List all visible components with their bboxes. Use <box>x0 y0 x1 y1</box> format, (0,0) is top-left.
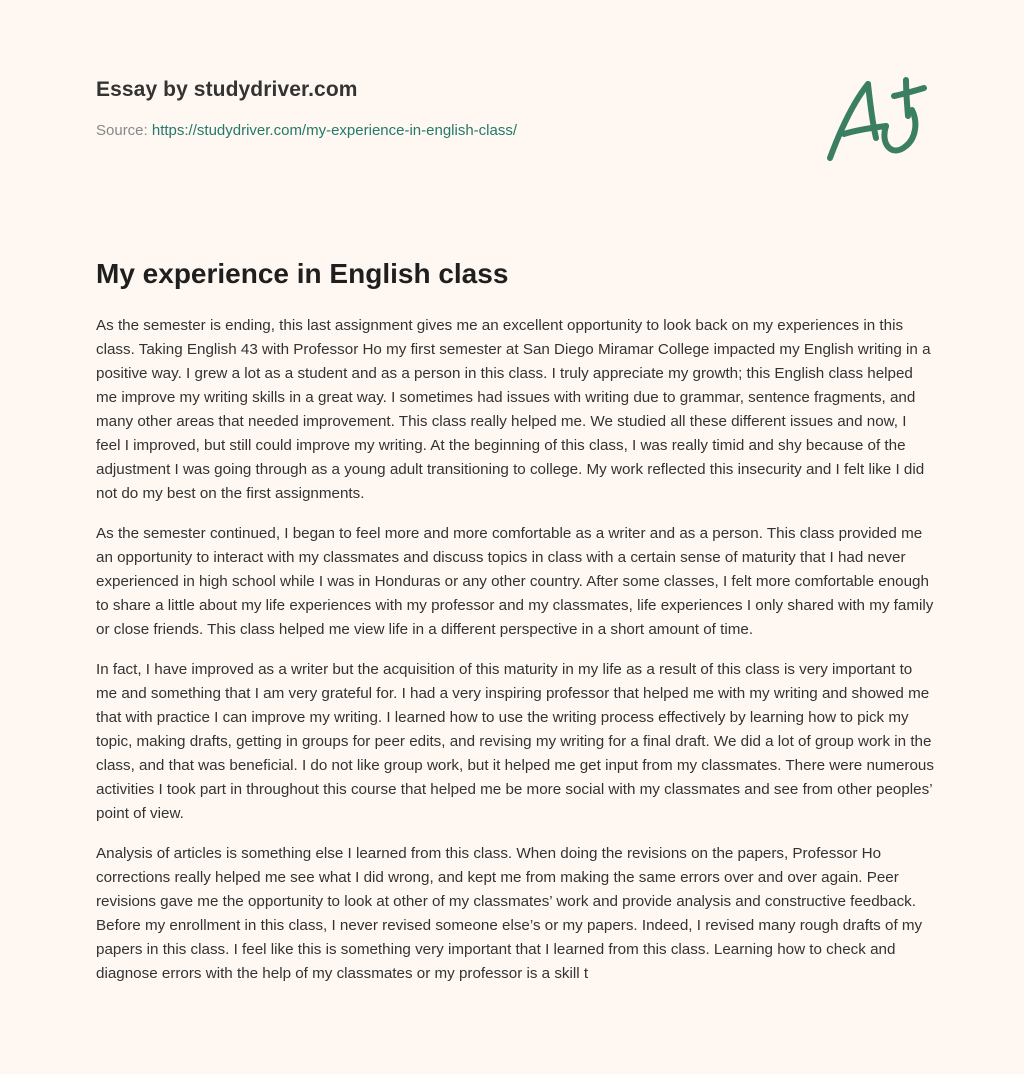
site-title: Essay by studydriver.com <box>96 78 358 101</box>
source-link[interactable]: https://studydriver.com/my-experience-in-english-class/ <box>151 122 518 139</box>
essay-body <box>96 314 934 1002</box>
source-line <box>96 121 936 141</box>
a-plus-grade-icon <box>820 66 930 166</box>
essay-paragraph: Analysis of articles is something else I learned from this class. When doing the revisions on the papers, Professor Ho corrections really helped me see what I did wrong, and kept me from making the same errors over and over again. Peer revisions gave me the opportunity to look at other of my classmates’ work and provide analysis and constructive feedback. Before my enrollment in this class, I never revised someone else’s or my papers. Indeed, I revised many rough drafts of my papers in this class. I feel like this is something very important that I learned from this class. Learning how to check and diagnose errors with the help of my classmates or my professor is a skill t <box>96 845 923 982</box>
essay-paragraph: As the semester continued, I began to feel more and more comfortable as a writer and as a person. This class provided me an opportunity to interact with my classmates and discuss topics in class with a certain sense of maturity that I had never experienced in high school while I was in Honduras or any other country. After some classes, I felt more comfortable enough to share a little about my life experiences with my professor and my classmates, life experiences I only shared with my family or close friends. This class helped me view life in a different perspective in a short amount of time. <box>96 525 934 638</box>
source-label: Source: <box>96 122 152 139</box>
essay-paragraph: As the semester is ending, this last assignment gives me an excellent opportunity to look back on my experiences in this class. Taking English 43 with Professor Ho my first semester at San Diego Miramar College impacted my English writing in a positive way. I grew a lot as a student and as a person in this class. I truly appreciate my growth; this English class helped me improve my writing skills in a great way. I sometimes had issues with writing due to grammar, sentence fragments, and many other areas that needed improvement. This class really helped me. We studied all these different issues and now, I feel I improved, but still could improve my writing. At the beginning of this class, I was really timid and shy because of the adjustment I was going through as a young adult transitioning to college. My work reflected this insecurity and I felt like I did not do my best on the first assignments. <box>96 317 931 502</box>
essay-paragraph: In fact, I have improved as a writer but the acquisition of this maturity in my life as a result of this class is very important to me and something that I am very grateful for. I had a very inspiring professor that helped me with my writing and showed me that with practice I can improve my writing. I learned how to use the writing process effectively by learning how to pick my topic, making drafts, getting in groups for peer edits, and revising my writing for a final draft. We did a lot of group work in the class, and that was beneficial. I do not like group work, but it helped me get input from my classmates. There were numerous activities I took part in throughout this course that helped me be more social with my classmates and see from other peoples’ point of view. <box>96 661 934 822</box>
essay-title: My experience in English class <box>96 258 509 289</box>
page-header <box>96 74 936 141</box>
